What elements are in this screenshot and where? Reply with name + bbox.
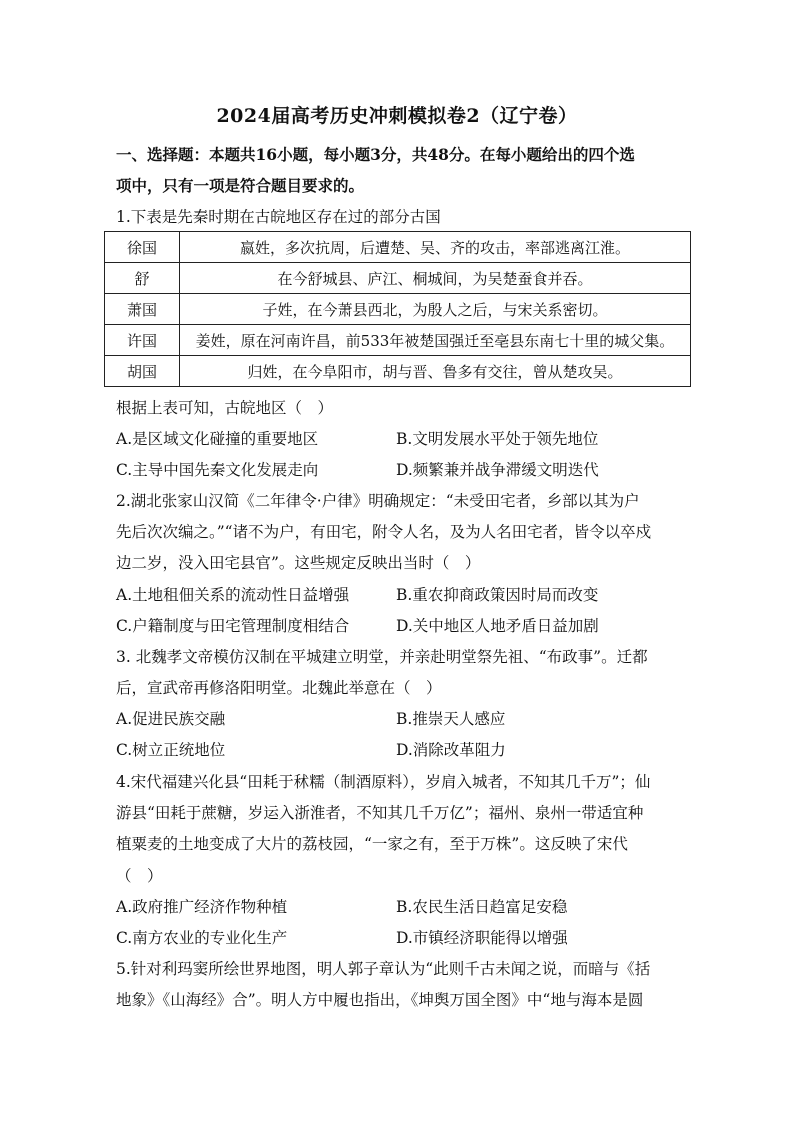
q3-option-b[interactable]: B.推崇天人感应 [396, 710, 506, 728]
state-name: 胡国 [105, 356, 180, 387]
ancient-states-table [104, 231, 691, 387]
q4-option-c[interactable]: C.南方农业的专业化生产 [116, 929, 288, 947]
q4-line-4: （ ） [116, 867, 163, 885]
q1-option-d[interactable]: D.频繁兼并战争滞缓文明迭代 [396, 461, 599, 479]
q4-option-b[interactable]: B.农民生活日趋富足安稳 [396, 898, 568, 916]
q3-option-d[interactable]: D.消除改革阻力 [396, 741, 506, 759]
q1-stem: 1.下表是先秦时期在古皖地区存在过的部分古国 [116, 208, 441, 226]
state-desc: 嬴姓，多次抗周，后遭楚、吴、齐的攻击，率部逃离江淮。 [180, 232, 691, 263]
state-desc: 姜姓，原在河南许昌，前533年被楚国强迁至亳县东南七十里的城父集。 [180, 325, 691, 356]
q1-question: 根据上表可知，古皖地区（ ） [116, 399, 334, 417]
state-name: 萧国 [105, 294, 180, 325]
state-name: 舒 [105, 263, 180, 294]
page-title: 2024届高考历史冲刺模拟卷2（辽宁卷） [216, 105, 578, 127]
state-desc: 子姓，在今萧县西北，为殷人之后，与宋关系密切。 [180, 294, 691, 325]
q4-line-1: 4.宋代福建兴化县“田耗于秫糯（制酒原料），岁肩入城者，不知其几千万”；仙 [116, 773, 651, 791]
table-row [105, 263, 691, 294]
q2-option-b[interactable]: B.重农抑商政策因时局而改变 [396, 586, 599, 604]
q2-option-c[interactable]: C.户籍制度与田宅管理制度相结合 [116, 617, 350, 635]
table-row [105, 356, 691, 387]
q2-option-d[interactable]: D.关中地区人地矛盾日益加剧 [396, 617, 599, 635]
q3-option-a[interactable]: A.促进民族交融 [116, 710, 226, 728]
q5-line-1: 5.针对利玛窦所绘世界地图，明人郭子章认为“此则千古未闻之说，而暗与《括 [116, 960, 651, 978]
q4-option-d[interactable]: D.市镇经济职能得以增强 [396, 929, 568, 947]
q1-option-a[interactable]: A.是区域文化碰撞的重要地区 [116, 430, 319, 448]
state-name: 许国 [105, 325, 180, 356]
state-name: 徐国 [105, 232, 180, 263]
state-desc: 在今舒城县、庐江、桐城间，为吴楚蚕食并吞。 [180, 263, 691, 294]
table-row [105, 325, 691, 356]
q4-line-3: 植粟麦的土地变成了大片的荔枝园，“一家之有，至于万株”。这反映了宋代 [116, 835, 628, 853]
q2-line-3: 边二岁，没入田宅县官”。这些规定反映出当时（ ） [116, 554, 481, 572]
table-row [105, 294, 691, 325]
q2-line-1: 2.湖北张家山汉简《二年律令·户律》明确规定：“未受田宅者，乡部以其为户 [116, 492, 640, 510]
q3-line-1: 3. 北魏孝文帝模仿汉制在平城建立明堂，并亲赴明堂祭先祖、“布政事”。迁都 [116, 648, 648, 666]
q2-option-a[interactable]: A.土地租佃关系的流动性日益增强 [116, 586, 350, 604]
q3-option-c[interactable]: C.树立正统地位 [116, 741, 226, 759]
q5-line-2: 地象》《山海经》合”。明人方中履也指出，《坤舆万国全图》中“地与海本是圆 [116, 991, 644, 1009]
q4-line-2: 游县“田耗于蔗糖，岁运入浙淮者，不知其几千万亿”；福州、泉州一带适宜种 [116, 804, 644, 822]
q4-option-a[interactable]: A.政府推广经济作物种植 [116, 898, 288, 916]
q1-option-c[interactable]: C.主导中国先秦文化发展走向 [116, 461, 319, 479]
q2-line-2: 先后次次编之。”“诸不为户，有田宅，附令人名，及为人名田宅者，皆令以卒戍 [116, 523, 652, 541]
q3-line-2: 后，宣武帝再修洛阳明堂。北魏此举意在（ ） [116, 679, 442, 697]
section-heading-line-1: 一、选择题：本题共16小题，每小题3分，共48分。在每小题给出的四个选 [116, 145, 635, 164]
section-heading-line-2: 项中，只有一项是符合题目要求的。 [116, 176, 365, 195]
q1-option-b[interactable]: B.文明发展水平处于领先地位 [396, 430, 599, 448]
table-row [105, 232, 691, 263]
state-desc: 归姓，在今阜阳市，胡与晋、鲁多有交往，曾从楚攻吴。 [180, 356, 691, 387]
